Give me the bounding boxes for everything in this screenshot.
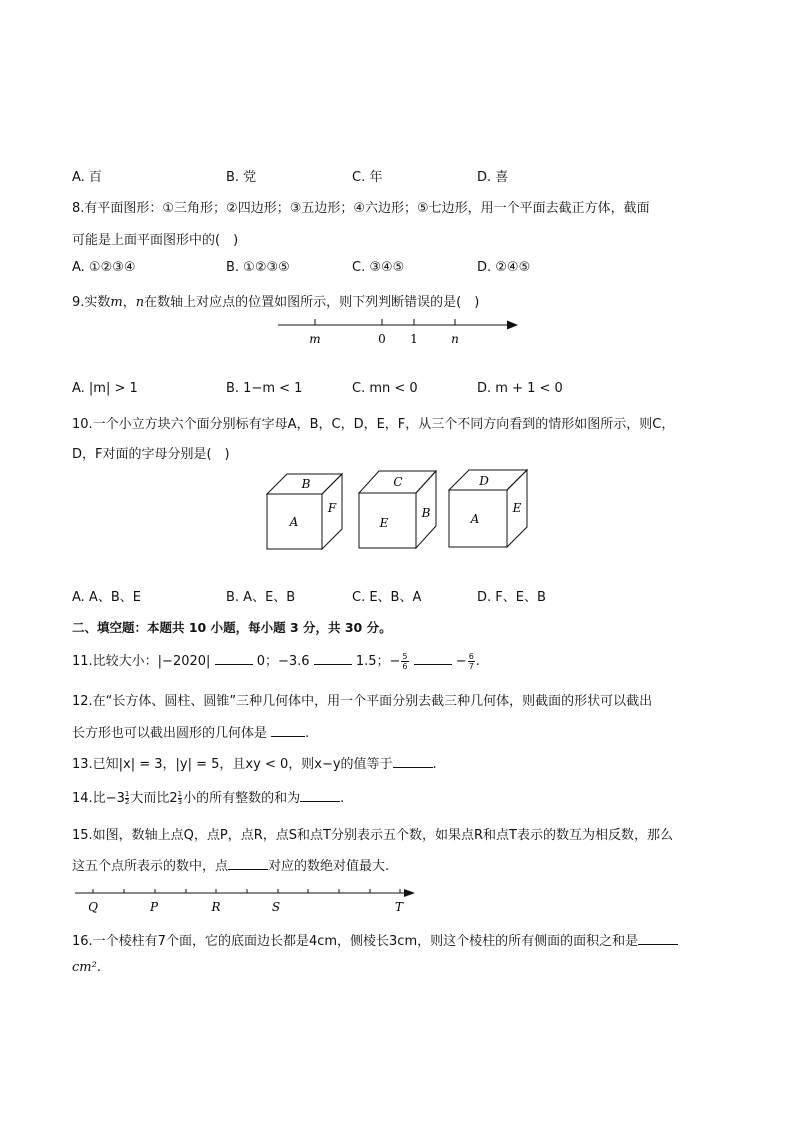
q10-option-c: C. E、B、A [352, 590, 422, 605]
q11-blank-1[interactable] [215, 652, 253, 665]
q9-stem: 9.实数m，n在数轴上对应点的位置如图所示，则下列判断错误的是( ) [72, 295, 480, 310]
cube-1-front-label: A [289, 515, 299, 529]
q13-stem: 13.已知|x| = 3，|y| = 5，且xy < 0，则x−y的值等于 . [72, 757, 437, 772]
q10-cube-figure [262, 466, 534, 556]
cube-3-top-label: D [479, 474, 489, 488]
cube-2 [359, 471, 436, 548]
q12-stem-line2: 长方形也可以截出圆形的几何体是 . [72, 726, 310, 741]
cube-3 [449, 470, 527, 547]
q7-option-a: A. 百 [72, 170, 102, 185]
q9-option-a: A. |m| > 1 [72, 381, 138, 396]
q9-label-0: 0 [378, 332, 386, 346]
q8-option-a: A. ①②③④ [72, 260, 136, 275]
q10-option-b: B. A、E、B [226, 590, 296, 605]
q9-option-c: C. mn < 0 [352, 381, 418, 396]
q14-stem: 14.比−3 $\frac{1}{2}$大而比2 $\frac{1}{3}$小的所有整数的和为 . [72, 790, 345, 806]
q7-option-b: B. 党 [226, 170, 257, 185]
q15-stem-line2: 这五个点所表示的数中，点 对应的数绝对值最大. [72, 859, 390, 874]
q14-fraction-2: $\frac{1}{3}$ [177, 790, 183, 806]
q12-blank[interactable] [271, 724, 305, 737]
q15-label-t: T [394, 900, 404, 914]
q11-fraction-2: $\frac{6}{7}$ [468, 652, 474, 671]
q15-label-q: Q [88, 900, 98, 914]
q11-stem: 11.比较大小：|−2020| 0；−3.6 1.5；− $\frac{5}{6}$ − $\frac{6}{7}$ . [72, 652, 480, 671]
q9-label-n: n [451, 332, 459, 346]
cube-1-top-label: B [301, 477, 311, 491]
q11-fraction-1: $\frac{5}{6}$ [402, 652, 408, 671]
q16-stem-line2: cm². [72, 960, 101, 975]
cube-1 [267, 474, 342, 549]
q16-blank[interactable] [638, 932, 678, 945]
cube-3-side-label: E [512, 501, 522, 515]
q9-label-m: m [309, 332, 321, 346]
cube-1-side-label: F [327, 501, 337, 515]
q10-option-a: A. A、B、E [72, 590, 141, 605]
q7-option-d: D. 喜 [477, 170, 509, 185]
q8-option-b: B. ①②③⑤ [226, 260, 290, 275]
q14-blank[interactable] [300, 789, 340, 802]
q8-option-c: C. ③④⑤ [352, 260, 405, 275]
q10-stem-line2: D，F对面的字母分别是( ) [72, 447, 230, 462]
q11-blank-2[interactable] [314, 652, 352, 665]
q14-fraction-1: $\frac{1}{2}$ [124, 790, 130, 806]
q7-option-c: C. 年 [352, 170, 383, 185]
q9-number-line [270, 312, 525, 350]
cube-2-top-label: C [393, 475, 403, 489]
q8-stem-line2: 可能是上面平面图形中的( ) [72, 233, 239, 248]
cube-2-side-label: B [421, 506, 431, 520]
q8-option-d: D. ②④⑤ [477, 260, 531, 275]
q11-blank-3[interactable] [414, 652, 452, 665]
q9-option-d: D. m + 1 < 0 [477, 381, 563, 396]
q15-label-r: R [211, 900, 221, 914]
q9-option-b: B. 1−m < 1 [226, 381, 303, 396]
q15-number-line [72, 882, 422, 916]
q15-label-s: S [271, 900, 281, 914]
q9-label-1: 1 [410, 332, 418, 346]
q8-stem-line1: 8.有平面图形：①三角形；②四边形；③五边形；④六边形；⑤七边形，用一个平面去截正方体，截面 [72, 201, 650, 216]
q13-blank[interactable] [393, 755, 433, 768]
q15-label-p: P [149, 900, 159, 914]
q10-stem-line1: 10.一个小立方块六个面分别标有字母A，B，C，D，E，F，从三个不同方向看到的情形如图所示，则C， [72, 417, 675, 432]
q15-blank[interactable] [228, 857, 268, 870]
q16-stem-line1: 16.一个棱柱有7个面，它的底面边长都是4cm，侧棱长3cm，则这个棱柱的所有侧面的面积之和是 [72, 930, 678, 949]
cube-3-front-label: A [470, 512, 480, 526]
q15-stem-line1: 15.如图，数轴上点Q，点P，点R，点S和点T分别表示五个数，如果点R和点T表示的数互为相反数，那么 [72, 828, 673, 843]
section-heading-fill-in: 二、填空题：本题共 10 小题，每小题 3 分，共 30 分。 [72, 620, 392, 635]
q10-option-d: D. F、E、B [477, 590, 546, 605]
q12-stem-line1: 12.在“长方体、圆柱、圆锥”三种几何体中，用一个平面分别去截三种几何体，则截面的形状可以截出 [72, 694, 653, 709]
cube-2-front-label: E [379, 516, 389, 530]
